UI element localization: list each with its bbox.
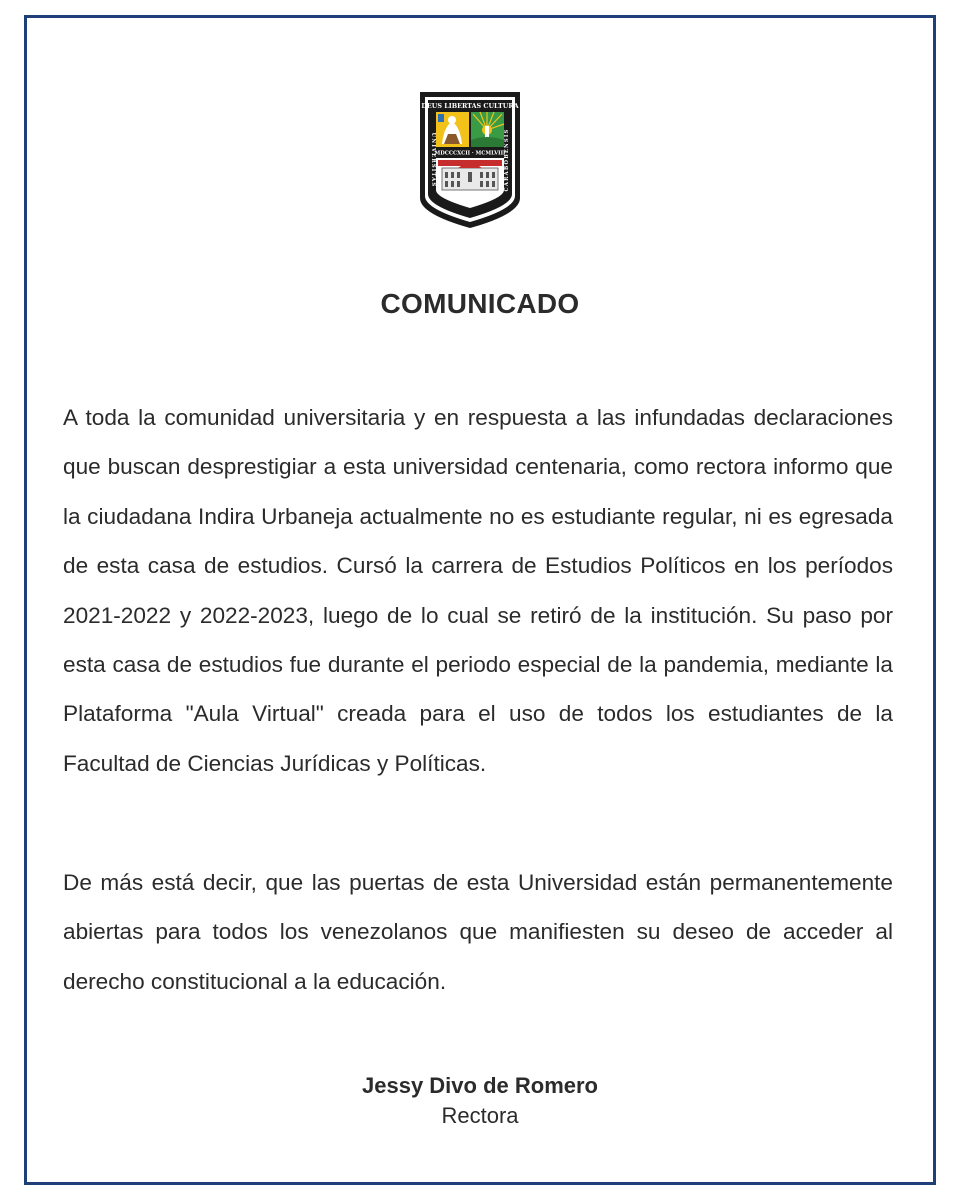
crest-motto: DEUS LIBERTAS CULTURA <box>421 102 519 110</box>
body-paragraph-1: A toda la comunidad universitaria y en respuesta a las infundadas declaraciones que buscan desprestigiar a esta universidad centenaria, como rectora informo que la ciudadana Indira Urbaneja actualmente no es estudiante regular, ni es egresada de esta casa de estudios. Cursó la carrera de Estudios Políticos en los períodos 2021-2022 y 2022-2023, luego de lo cual se retiró de la institución. Su paso por esta casa de estudios fue durante el periodo especial de la pandemia, mediante la Plataforma "Aula Virtual" creada para el uso de todos los estudiantes de la Facultad de Ciencias Jurídicas y Políticas. <box>63 405 893 776</box>
crest-name-left: UNIVERSITAS <box>430 132 436 188</box>
document-title: COMUNICADO <box>380 288 580 319</box>
body-paragraph-2: De más está decir, que las puertas de esta Universidad están permanentemente abiertas para todos los venezolanos que manifiesten su deseo de acceder al derecho constitucional a la educación. <box>63 870 893 994</box>
university-crest-logo <box>418 90 522 230</box>
signatory-name: Jessy Divo de Romero <box>362 1073 598 1098</box>
crest-date: MDCCCXCII · MCMLVIII <box>434 150 506 157</box>
signatory-role: Rectora <box>441 1103 519 1128</box>
crest-name-right: CARABOBENSIS <box>504 128 510 192</box>
